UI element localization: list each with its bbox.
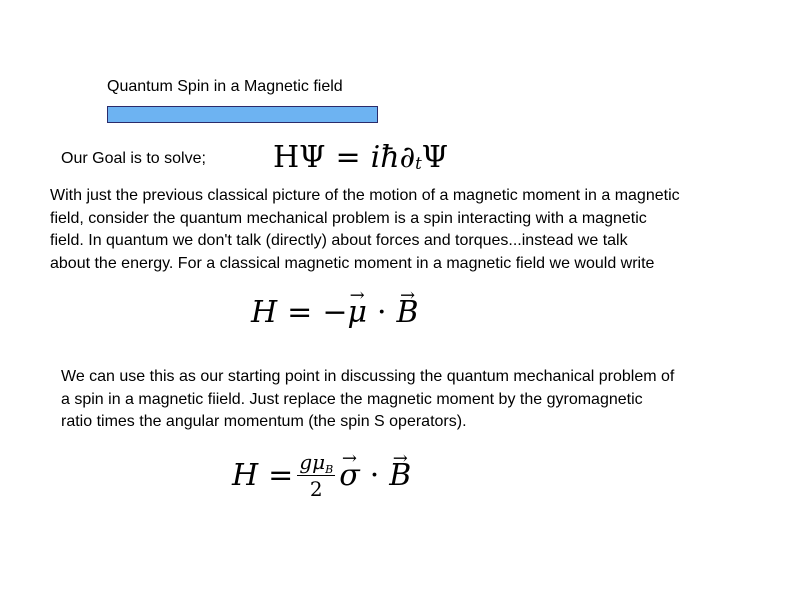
paragraph-2-line: a spin in a magnetic fiield. Just replace the magnetic moment by the gyromagnetic <box>61 390 643 408</box>
slide-title: Quantum Spin in a Magnetic field <box>107 78 343 95</box>
eq3-dot: · <box>369 458 380 493</box>
goal-label: Our Goal is to solve; <box>61 150 206 167</box>
eq1-i: i <box>370 140 381 175</box>
paragraph-1-line: field. In quantum we don't talk (directly) about forces and torques...instead we talk <box>50 232 628 250</box>
paragraph-2-line: We can use this as our starting point in discussing the quantum mechanical problem of <box>61 368 675 385</box>
eq1-sub-t: t <box>415 153 422 173</box>
eq2-dot: · <box>376 295 387 330</box>
eq3-b-vector: → B <box>389 458 411 493</box>
eq3-lhs: H <box>232 458 259 493</box>
eq3-denominator: 2 <box>309 477 323 501</box>
paragraph-1 <box>50 185 680 275</box>
eq1-lhs: HΨ <box>273 140 326 175</box>
paragraph-1-line: about the energy. For a classical magnetic moment in a magnetic field we would write <box>50 254 655 272</box>
eq2-minus: − <box>322 295 348 330</box>
eq3-fraction <box>297 450 335 501</box>
eq3-numerator-sub: B <box>325 462 334 476</box>
classical-energy-equation <box>251 295 419 330</box>
eq3-numerator-text: gμ <box>299 450 326 474</box>
schrodinger-equation <box>273 140 448 175</box>
eq1-partial: ∂ <box>399 140 416 175</box>
eq3-sigma-vector: → σ <box>339 458 359 493</box>
title-underline-bar <box>107 106 378 123</box>
eq2-mu-vector: → μ <box>347 295 367 330</box>
eq3-numerator <box>297 450 335 476</box>
paragraph-2-line: ratio times the angular momentum (the spin S operators). <box>61 413 467 431</box>
spin-hamiltonian-equation <box>232 450 411 501</box>
eq3-equals: = <box>268 458 294 493</box>
eq1-psi: Ψ <box>421 140 449 175</box>
paragraph-1-line: With just the previous classical picture of the motion of a magnetic moment in a magnetic <box>50 187 680 204</box>
paragraph-2 <box>61 366 674 434</box>
paragraph-1-line: field, consider the quantum mechanical problem is a spin interacting with a magnetic <box>50 209 647 227</box>
eq2-b-vector: → B <box>397 295 419 330</box>
eq1-hbar: ħ <box>380 140 400 175</box>
eq1-equals: = <box>335 140 361 175</box>
eq2-lhs: H <box>251 295 278 330</box>
eq2-equals: = <box>287 295 313 330</box>
